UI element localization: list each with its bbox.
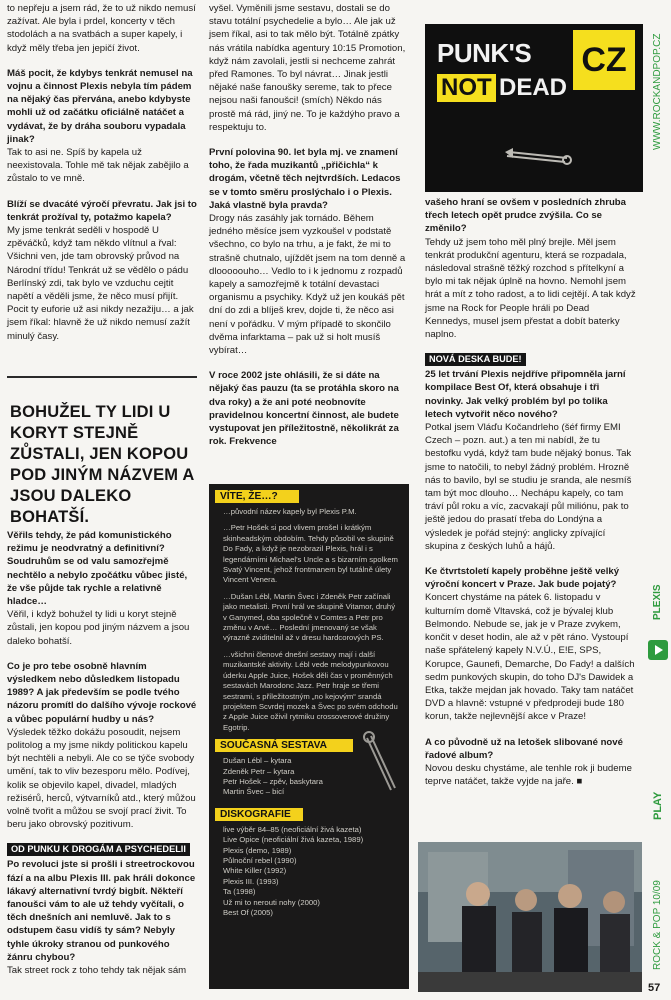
question: První polovina 90. let byla mj. ve znamení toho, že řada muzikantů „přičichla“ k drogám, včetně těch nejtvrdších. Ledacos se v tomto směru proslýchalo i o Plexis. Jaká vlastně byla pravda? — [209, 147, 401, 211]
album-item: Půlnoční rebel (1990) — [223, 855, 297, 865]
play-label: PLAY — [652, 791, 664, 820]
album-item: Už mi to nerouti nohy (2000) — [223, 897, 320, 907]
question: Ke čtvrtstoletí kapely proběhne ještě velký výroční koncert v Praze. Jak bude pojatý? — [425, 566, 620, 591]
album-item: Plexis (demo, 1989) — [223, 845, 292, 855]
website-url: WWW.ROCKANDPOP.CZ — [652, 33, 663, 150]
answer: Tak to asi ne. Spíš by kapela už neexistovala. Tohle mě tak nějak zabějilo a zůstalo to ve mně. — [7, 147, 189, 185]
lineup-item: Martin Švec – bicí — [223, 787, 285, 797]
question: Po revoluci jste si prošli i streetrockovou fází a na albu Plexis III. pak hráli dokonce lákavý alternativní tvrdý bigbít. Někteří fanoušci vám to ale už tehdy vyčítali, o těch dnešních ani nemluvě. Jak to s odstupem času vidíš ty sám? Nebyly tyhle úkroky stranou od punkového žánru chybou? — [7, 859, 196, 963]
pull-quote-text: BOHUŽEL TY LIDI U KORYT STEJNĚ ZŮSTALI, JEN KOPOU POD JINÝM NÁZVEM A JSOU DALEKO BOHATŠÍ. — [10, 403, 194, 526]
answer: Novou desku chystáme, ale tenhle rok ji budeme teprve natáčet, takže vyjde na jaře. ■ — [425, 762, 632, 788]
album-item: Live Opice (neoficiální živá kazeta, 1989) — [223, 835, 364, 845]
box-heading-discography: DISKOGRAFIE — [215, 808, 303, 821]
pull-quote — [7, 376, 197, 526]
lineup-item: Dušan Lébl – kytara — [223, 756, 292, 766]
album-item: Best Of (2005) — [223, 908, 273, 917]
question: vašeho hraní se ovšem v posledních zhruba třech letech opět prudce zvýšila. Co se změnilo? — [425, 197, 627, 235]
logo-text-dead: DEAD — [499, 74, 568, 101]
page-edge-strip — [646, 0, 671, 1000]
answer: My jsme tenkrát seděli v hospodě U zpěváčků, když tam někdo vlítnul a řval: Všichni ven, jde tam obrovský průvod na Národní třídu! Tenkrát už se vědělo o pádu Berlínský zdi, tak bylo ve vzduchu cejtit napětí a věděli jsme, že něco musí přijít. Pocit ty euforie už asi nikdy nezažiju… a jak jsem říkal: hlavně že už nikdo nemusí zažít minulý časy. — [7, 225, 194, 342]
question: V roce 2002 jste ohlásili, že si dáte na nějaký čas pauzu (ta se protáhla skoro na dva roky) a že ani poté neobnovíte pravidelnou koncertní činnost, ale budete vystupovat jen příležitostně, několikrát za rok. Frekvence — [209, 370, 399, 448]
divider — [7, 376, 197, 378]
facts-list — [209, 507, 409, 733]
safety-pin-icon — [359, 730, 399, 800]
lineup-item: Petr Hošek – zpěv, baskytara — [223, 776, 323, 786]
section-subheading: OD PUNKU K DROGÁM A PSYCHEDELII — [7, 843, 190, 856]
column-middle — [209, 2, 409, 461]
question: Věřils tehdy, že pád komunistického režimu je neodvratný a definitivní? Soudruhům se od valu samozřejmě nechtělo a nebylo zpočátku vůbec jisté, že vše půjde tak rychle a relativně hladce… — [7, 530, 188, 608]
fact-item: …všichni členové dnešní sestavy mají i další muzikantské aktivity. Lébl vede melodypunkovou úderku Apple Juice, Hošek děli čas v proměnných sestavách Marodonc Jazz. Petr hraje se třemi sestrami, s příležitostným „no kejovým“ srandá projektem Scvrdej mozek a Švec po svém odchodu z Apple Juice oživil rytmiku crossoverové družiny Egotrip. — [223, 649, 398, 732]
issue-label: ROCK & POP 10/09 — [652, 880, 663, 970]
box-heading-lineup: SOUČASNÁ SESTAVA — [215, 739, 353, 752]
question: Máš pocit, že kdybys tenkrát nemusel na vojnu a činnost Plexis nebyla tím pádem na nějaký čas přervána, anebo kdybyste mohli už od začátku oficiálně natáčet a vydávat, že by dráha souboru vypadala jinak? — [7, 67, 193, 145]
album-item: White Killer (1992) — [223, 866, 287, 876]
answer: Tak street rock z toho tehdy tak nějak sám — [7, 965, 187, 977]
page-number: 57 — [648, 982, 661, 994]
fact-item: …Petr Hošek si pod vlivem prošel i krátkým skinheadským obdobím. Tehdy působil ve skupině Do Fady, a když je nezobrazil Plexis, hrál i s legendárními Michael's Uncle a s bizarním spolkem Svatý Vincent, jehož frontmanem byl tutálně úlety Vincent Venera. — [223, 523, 398, 585]
question: 25 let trvání Plexis nejdříve připomněla jarní kompilace Best Of, která obsahuje i tři novinky. Jak velký problém byl po tolika letech vytvořit něco nového? — [425, 369, 626, 420]
logo-text-punks: PUNK'S — [437, 38, 532, 68]
answer: Tehdy už jsem toho měl plný brejle. Měl jsem tenkrát produkční agenturu, která se rozpadala, následoval strašně těžký rozchod s přítelkyní a bylo mi tak nějak úplně na hovno. Nemohl jsem hrát a mít z toho radost, a to lidi cejtějí. A tak když jsme na Rock for People hráli po Dead Kennedys, musel jsem přestat a dobít baterky naplno. — [425, 236, 636, 341]
answer: Věřil, i když bohužel ty lidi u koryt stejně zůstali, jen kopou pod jiným názvem a jsou daleko bohatší. — [7, 609, 190, 647]
column-left — [7, 2, 197, 355]
section-subheading: NOVÁ DESKA BUDE! — [425, 353, 526, 366]
question: Co je pro tebe osobně hlavním výsledkem nebo důsledkem listopadu 1989? A jak především se podle tvého názoru promítl do dalšího vývoje rockové a vůbec populární hudby u nás? — [7, 660, 197, 725]
album-item: live výběr 84–85 (neoficiální živá kazeta) — [223, 824, 362, 834]
band-photo — [418, 842, 642, 992]
punks-not-dead-logo — [425, 24, 643, 192]
answer: Potkal jsem Vláďu Kočandrleho (šéf firmy EMI Czech – pozn. aut.) a ten mi nabídl, že tu bestofku vydá, když tam bude nějaký bonus. Tak jsme to natočili, to nebyl žádný problém. Hrozně nás to bavilo, byl se studiu je sranda, ale nesmíš tam být moc dlouho… Nechápu kapely, co tam tráví půl roku a víc, zacvakají půl miliónu, pak to ještě jedou do prasatí třeba do Londýna a výsledek je pořád stejný: anglicky zpívající skupina z českých luhů a hájů. — [425, 422, 632, 552]
column-left-lower — [7, 529, 197, 989]
box-heading-facts: VÍTE, ŽE…? — [215, 490, 299, 503]
column-right — [425, 196, 637, 800]
band-photo-graphic — [418, 842, 642, 992]
lineup-item: Zdeněk Petr – kytara — [223, 766, 295, 776]
album-item: Ta (1998) — [223, 887, 256, 897]
sidebar-box — [209, 484, 409, 989]
play-icon — [648, 640, 668, 660]
question: Blíží se dvacáté výročí převratu. Jak jsi to tenkrát prožíval ty, potažmo kapela? — [7, 198, 197, 223]
question: A co původně už na letošek slibované nové řadové album? — [425, 736, 623, 761]
fact-item: …původní název kapely byl Plexis P.M. — [223, 507, 357, 516]
answer: Výsledek těžko dokážu posoudit, nejsem politolog a my jsme nikdy politickou kapelu být nechtěli a nebyli. Ale co se týče svobody umění, tak to vliv bezesporu mělo. Podívej, kolik se objevilo kapel, divadel, mladých režisérů, herců, výtvarníků atd., který můžou volně tvořit a můžou se svojí prací živit. To beru jako obrovský pozitivum. — [7, 726, 196, 831]
paragraph: to nepřeju a jsem rád, že to už nikdo nemusí zažívat. Ale byla i prdel, koncerty v těch stodolách a na svatbách a super kapely, i když měly třeba jen jepičí život. — [7, 3, 196, 54]
answer: Drogy nás zasáhly jak tornádo. Během jedného měsíce jsem vyzkoušel v podstatě všechno, co bylo na trhu, a je fakt, že mi to strašně chutnalo, ujíždět jsem na tom denně a dlooooouho… Vedlo to i k jednomu z rozpadů kapely a samozřejmě k totální devastaci organismu a psychiky. Když už jen koukáš pět dní do zdi a blíješ krev, dojde ti, že něco asi není v pořádku. V mým případě to skončilo dvěma infarktama – pak už si holt musíš vybírat… — [209, 213, 406, 357]
logo-text-not: NOT — [437, 74, 496, 102]
discography-list — [209, 825, 409, 919]
paragraph: vyšel. Vyměnili jsme sestavu, dostali se do stavu totální psychedelie a bylo… Ale jak už jsem říkal, asi to tak mělo být. Totálně zpátky nás vrátila nabídka agentury 10:15 Promotion, když nám zavolali, jestli si nechceme zahrát před Ramones. To byl návrat… Jinak jestli nějaké naše fanoušky sereme, tak to přece nejsou naši fanoušci! (smích) Někdo nás prostě má rád, jiný ne. To je každýho pravo a respektuju to. — [209, 3, 406, 133]
album-item: Plexis III. (1993) — [223, 876, 279, 886]
fact-item: …Dušan Lébl, Martin Švec i Zdeněk Petr začínali jako metalisti. První hrál ve skupině Vitamor, druhý v Ganymed, oba společně v Comtes a Petr pro změnu v Arvé… Poslední jmenovaný se však výrazně zviditelnil až v dresu hardcorových PS. — [223, 591, 396, 643]
logo-text-cz: CZ — [573, 30, 635, 90]
safety-pin-icon — [503, 142, 573, 172]
section-label: PLEXIS — [652, 584, 663, 620]
answer: Koncert chystáme na pátek 6. listopadu v kulturním domě Vltavská, což je bývalej klub Belmondo. Nebude se, jak je v Praze zvykem, končit v deset hodin, ale až v pět ráno. Vystoupí naše spřátelený kapely N.V.Ú., E!E, SPS, Korupce, Gaunefi, Demarche, Do Fady! a dalších sedm punkových skupin, do toho DJ's Dawidek a Etka, takže mejdan jak hovado. Taky tam natáčet DVD a hlavně: vstupné v předprodeji bude 180 korun, takže nejlevnější akce v Praze! — [425, 592, 635, 723]
